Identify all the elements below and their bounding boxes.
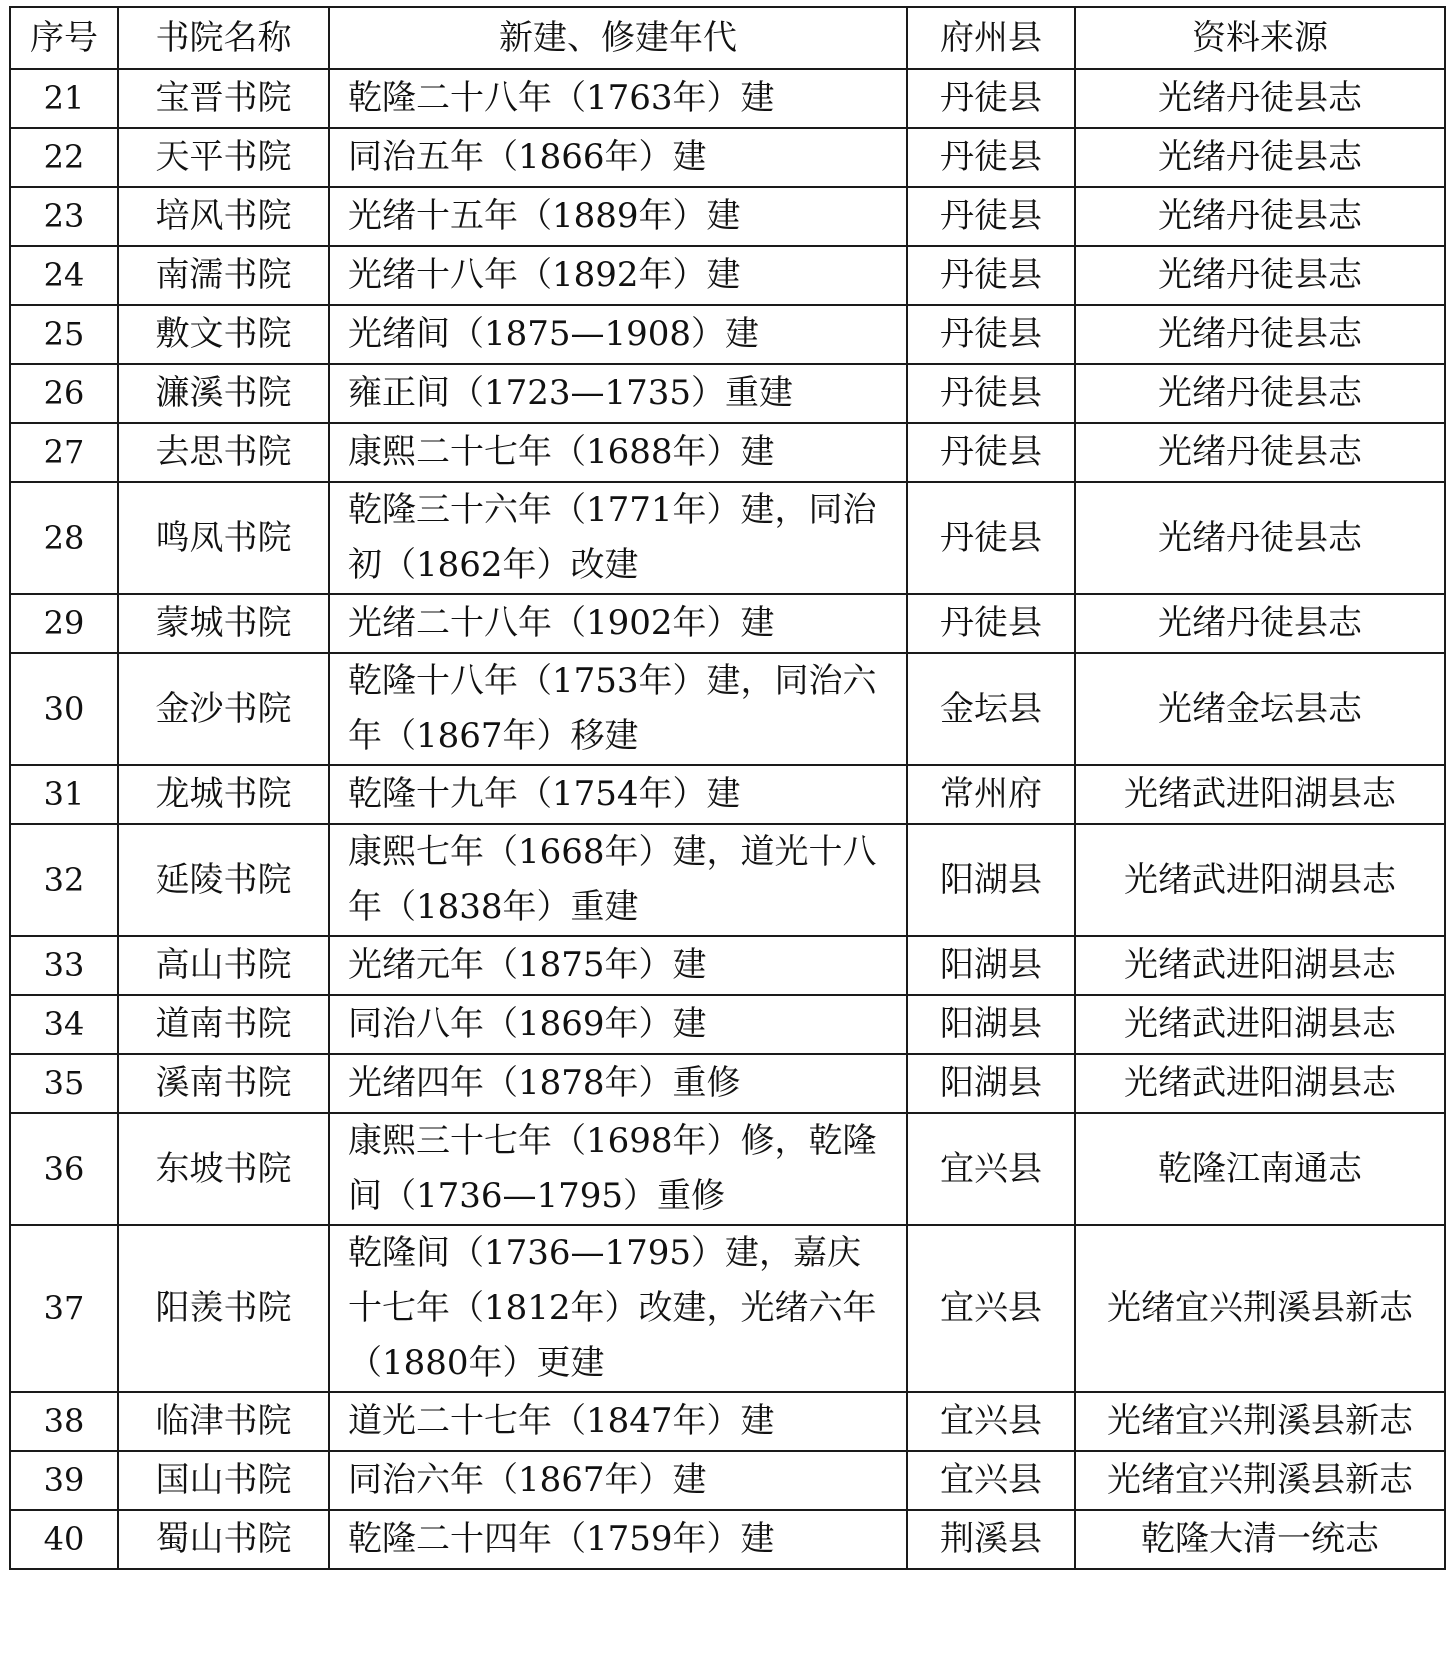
cell-source: 光绪丹徒县志 [1075, 187, 1445, 246]
cell-source: 光绪武进阳湖县志 [1075, 936, 1445, 995]
table-row [10, 246, 1445, 305]
cell-build-era: 光绪二十八年（1902年）建 [329, 594, 907, 653]
cell-source: 光绪武进阳湖县志 [1075, 824, 1445, 936]
cell-prefecture-county: 丹徒县 [907, 69, 1075, 128]
cell-serial-number: 38 [10, 1392, 118, 1451]
table-row [10, 1392, 1445, 1451]
cell-prefecture-county: 丹徒县 [907, 594, 1075, 653]
cell-academy-name: 东坡书院 [118, 1113, 329, 1225]
cell-source: 光绪丹徒县志 [1075, 128, 1445, 187]
cell-prefecture-county: 阳湖县 [907, 936, 1075, 995]
cell-prefecture-county: 丹徒县 [907, 305, 1075, 364]
cell-serial-number: 28 [10, 482, 118, 594]
cell-academy-name: 宝晋书院 [118, 69, 329, 128]
cell-build-era: 乾隆二十八年（1763年）建 [329, 69, 907, 128]
cell-build-era: 光绪元年（1875年）建 [329, 936, 907, 995]
cell-build-era: 光绪十五年（1889年）建 [329, 187, 907, 246]
header-prefecture-county: 府州县 [907, 7, 1075, 69]
academy-table [9, 6, 1446, 1570]
cell-prefecture-county: 宜兴县 [907, 1113, 1075, 1225]
cell-academy-name: 去思书院 [118, 423, 329, 482]
cell-serial-number: 23 [10, 187, 118, 246]
cell-academy-name: 延陵书院 [118, 824, 329, 936]
cell-build-era: 光绪十八年（1892年）建 [329, 246, 907, 305]
cell-build-era: 光绪间（1875—1908）建 [329, 305, 907, 364]
cell-source: 光绪丹徒县志 [1075, 482, 1445, 594]
table-row [10, 1225, 1445, 1392]
cell-build-era: 康熙七年（1668年）建，道光十八年（1838年）重建 [329, 824, 907, 936]
cell-academy-name: 蒙城书院 [118, 594, 329, 653]
cell-academy-name: 金沙书院 [118, 653, 329, 765]
table-row [10, 364, 1445, 423]
cell-serial-number: 29 [10, 594, 118, 653]
cell-source: 乾隆大清一统志 [1075, 1510, 1445, 1569]
table-row [10, 936, 1445, 995]
cell-build-era: 同治六年（1867年）建 [329, 1451, 907, 1510]
cell-serial-number: 36 [10, 1113, 118, 1225]
cell-serial-number: 40 [10, 1510, 118, 1569]
table-body [10, 69, 1445, 1569]
table-row [10, 482, 1445, 594]
cell-serial-number: 21 [10, 69, 118, 128]
table-row [10, 594, 1445, 653]
cell-prefecture-county: 宜兴县 [907, 1392, 1075, 1451]
cell-academy-name: 培风书院 [118, 187, 329, 246]
table-row [10, 187, 1445, 246]
cell-serial-number: 32 [10, 824, 118, 936]
cell-serial-number: 25 [10, 305, 118, 364]
cell-serial-number: 30 [10, 653, 118, 765]
cell-academy-name: 高山书院 [118, 936, 329, 995]
cell-build-era: 雍正间（1723—1735）重建 [329, 364, 907, 423]
header-build-era: 新建、修建年代 [329, 7, 907, 69]
table-row [10, 653, 1445, 765]
cell-serial-number: 35 [10, 1054, 118, 1113]
cell-build-era: 乾隆二十四年（1759年）建 [329, 1510, 907, 1569]
table-row [10, 765, 1445, 824]
cell-build-era: 乾隆三十六年（1771年）建，同治初（1862年）改建 [329, 482, 907, 594]
cell-source: 光绪丹徒县志 [1075, 364, 1445, 423]
cell-prefecture-county: 荆溪县 [907, 1510, 1075, 1569]
cell-serial-number: 26 [10, 364, 118, 423]
cell-academy-name: 道南书院 [118, 995, 329, 1054]
cell-serial-number: 39 [10, 1451, 118, 1510]
cell-serial-number: 37 [10, 1225, 118, 1392]
cell-serial-number: 27 [10, 423, 118, 482]
cell-build-era: 乾隆间（1736—1795）建，嘉庆十七年（1812年）改建，光绪六年（1880年）更建 [329, 1225, 907, 1392]
table-row [10, 824, 1445, 936]
cell-academy-name: 临津书院 [118, 1392, 329, 1451]
cell-source: 光绪宜兴荆溪县新志 [1075, 1392, 1445, 1451]
cell-academy-name: 天平书院 [118, 128, 329, 187]
cell-academy-name: 南濡书院 [118, 246, 329, 305]
cell-prefecture-county: 丹徒县 [907, 187, 1075, 246]
cell-build-era: 乾隆十八年（1753年）建，同治六年（1867年）移建 [329, 653, 907, 765]
cell-prefecture-county: 丹徒县 [907, 128, 1075, 187]
cell-prefecture-county: 丹徒县 [907, 364, 1075, 423]
table-row [10, 305, 1445, 364]
cell-source: 光绪金坛县志 [1075, 653, 1445, 765]
cell-serial-number: 33 [10, 936, 118, 995]
cell-source: 光绪丹徒县志 [1075, 423, 1445, 482]
cell-prefecture-county: 丹徒县 [907, 423, 1075, 482]
header-academy-name: 书院名称 [118, 7, 329, 69]
table-row [10, 995, 1445, 1054]
cell-source: 乾隆江南通志 [1075, 1113, 1445, 1225]
cell-source: 光绪丹徒县志 [1075, 594, 1445, 653]
cell-serial-number: 31 [10, 765, 118, 824]
cell-academy-name: 敷文书院 [118, 305, 329, 364]
cell-serial-number: 22 [10, 128, 118, 187]
table-header-row [10, 7, 1445, 69]
cell-build-era: 乾隆十九年（1754年）建 [329, 765, 907, 824]
cell-prefecture-county: 丹徒县 [907, 246, 1075, 305]
cell-prefecture-county: 阳湖县 [907, 824, 1075, 936]
cell-prefecture-county: 阳湖县 [907, 1054, 1075, 1113]
cell-prefecture-county: 金坛县 [907, 653, 1075, 765]
cell-prefecture-county: 宜兴县 [907, 1225, 1075, 1392]
table-row [10, 1113, 1445, 1225]
cell-build-era: 光绪四年（1878年）重修 [329, 1054, 907, 1113]
cell-source: 光绪武进阳湖县志 [1075, 1054, 1445, 1113]
header-serial-number: 序号 [10, 7, 118, 69]
cell-serial-number: 34 [10, 995, 118, 1054]
table-row [10, 423, 1445, 482]
cell-academy-name: 龙城书院 [118, 765, 329, 824]
cell-source: 光绪宜兴荆溪县新志 [1075, 1225, 1445, 1392]
cell-build-era: 同治五年（1866年）建 [329, 128, 907, 187]
cell-source: 光绪武进阳湖县志 [1075, 995, 1445, 1054]
table-row [10, 128, 1445, 187]
cell-prefecture-county: 宜兴县 [907, 1451, 1075, 1510]
table-row [10, 1510, 1445, 1569]
cell-source: 光绪宜兴荆溪县新志 [1075, 1451, 1445, 1510]
cell-academy-name: 阳羡书院 [118, 1225, 329, 1392]
table-row [10, 1054, 1445, 1113]
cell-source: 光绪丹徒县志 [1075, 305, 1445, 364]
cell-academy-name: 蜀山书院 [118, 1510, 329, 1569]
cell-build-era: 康熙三十七年（1698年）修，乾隆间（1736—1795）重修 [329, 1113, 907, 1225]
table-row [10, 69, 1445, 128]
cell-source: 光绪武进阳湖县志 [1075, 765, 1445, 824]
cell-source: 光绪丹徒县志 [1075, 246, 1445, 305]
cell-serial-number: 24 [10, 246, 118, 305]
cell-prefecture-county: 阳湖县 [907, 995, 1075, 1054]
cell-prefecture-county: 常州府 [907, 765, 1075, 824]
cell-academy-name: 溪南书院 [118, 1054, 329, 1113]
cell-source: 光绪丹徒县志 [1075, 69, 1445, 128]
cell-academy-name: 国山书院 [118, 1451, 329, 1510]
cell-academy-name: 鸣凤书院 [118, 482, 329, 594]
cell-academy-name: 濂溪书院 [118, 364, 329, 423]
header-source: 资料来源 [1075, 7, 1445, 69]
cell-build-era: 康熙二十七年（1688年）建 [329, 423, 907, 482]
cell-prefecture-county: 丹徒县 [907, 482, 1075, 594]
cell-build-era: 同治八年（1869年）建 [329, 995, 907, 1054]
table-row [10, 1451, 1445, 1510]
cell-build-era: 道光二十七年（1847年）建 [329, 1392, 907, 1451]
